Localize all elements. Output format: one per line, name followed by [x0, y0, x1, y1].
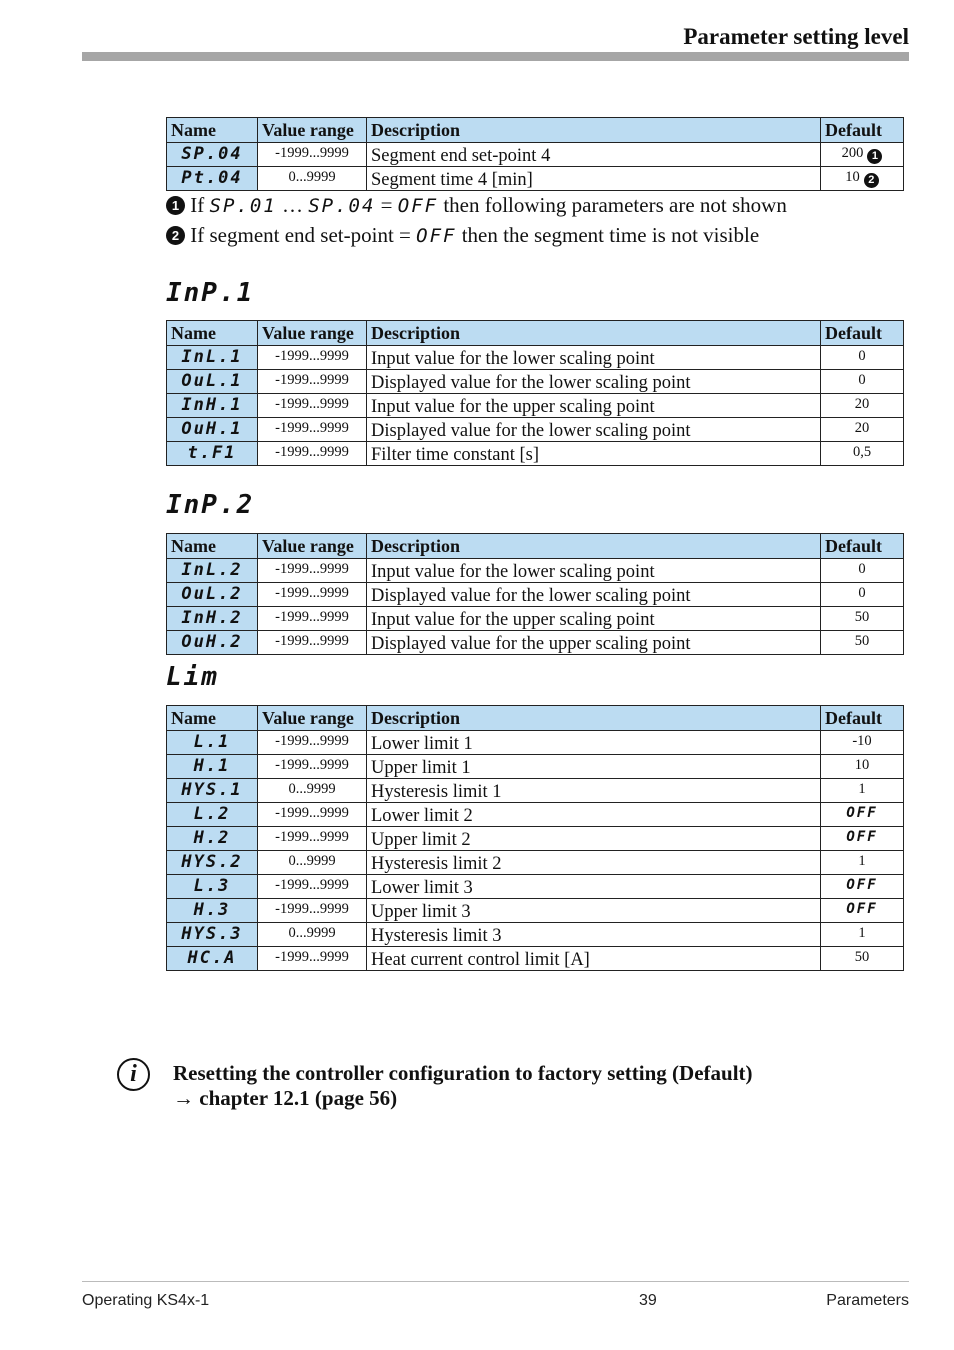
param-range: -1999...9999	[258, 394, 367, 418]
param-description: Lower limit 3	[367, 875, 821, 899]
param-default: OFF	[846, 901, 878, 917]
param-default: OFF	[846, 877, 878, 893]
param-default: OFF	[846, 829, 878, 845]
col-range-header: Value range	[258, 321, 367, 346]
table-header-row	[167, 706, 904, 731]
param-name: H.2	[193, 828, 231, 848]
info-note	[173, 1061, 753, 1111]
param-range: -1999...9999	[258, 631, 367, 655]
table-row	[167, 779, 904, 803]
param-default: 20	[821, 394, 904, 418]
footnote-marker: 1	[867, 149, 882, 164]
col-name-header: Name	[167, 534, 258, 559]
param-name: HYS.2	[181, 852, 243, 872]
table-row	[167, 607, 904, 631]
param-range: -1999...9999	[258, 143, 367, 167]
footnote-text: If	[190, 193, 205, 217]
param-description: Lower limit 1	[367, 731, 821, 755]
col-name-header: Name	[167, 706, 258, 731]
table-row	[167, 755, 904, 779]
param-default: 50	[821, 607, 904, 631]
param-range: -1999...9999	[258, 370, 367, 394]
table-header-row	[167, 321, 904, 346]
col-default-header: Default	[821, 321, 904, 346]
col-name-header: Name	[167, 118, 258, 143]
param-default: 1	[821, 851, 904, 875]
footnote-marker: 2	[864, 173, 879, 188]
col-default-header: Default	[821, 534, 904, 559]
param-description: Displayed value for the lower scaling point	[367, 418, 821, 442]
param-name: InL.2	[181, 560, 243, 580]
section-heading-inp2	[166, 490, 254, 520]
param-name: HC.A	[187, 948, 237, 968]
footnote-text: …	[281, 193, 303, 217]
param-range: -1999...9999	[258, 607, 367, 631]
section-heading-inp1	[166, 278, 254, 308]
param-range: -1999...9999	[258, 442, 367, 466]
param-range: -1999...9999	[258, 559, 367, 583]
header-rule	[82, 52, 909, 61]
table-header-row	[167, 118, 904, 143]
param-name: H.1	[193, 756, 231, 776]
param-default: 0	[821, 583, 904, 607]
param-description: Input value for the upper scaling point	[367, 607, 821, 631]
param-range: -1999...9999	[258, 947, 367, 971]
code-text: SP.04	[308, 195, 376, 217]
param-name: OuL.1	[181, 371, 243, 391]
code-text: OFF	[397, 195, 439, 217]
param-default: 10	[845, 169, 860, 185]
table-row	[167, 559, 904, 583]
param-name: Pt.04	[181, 168, 243, 188]
param-name: t.F1	[187, 443, 237, 463]
inp2-table	[166, 533, 904, 655]
col-default-header: Default	[821, 706, 904, 731]
section-heading-text: Lim	[166, 662, 219, 692]
table-row	[167, 418, 904, 442]
param-range: -1999...9999	[258, 899, 367, 923]
param-default: 50	[821, 631, 904, 655]
inp1-table	[166, 320, 904, 466]
info-line-2: → chapter 12.1 (page 56)	[173, 1086, 398, 1110]
param-name: L.3	[193, 876, 231, 896]
table-row	[167, 370, 904, 394]
table-row	[167, 827, 904, 851]
footnote-2	[166, 223, 759, 248]
footnote-marker: 1	[166, 196, 185, 215]
param-default: 10	[821, 755, 904, 779]
table-row	[167, 442, 904, 466]
info-line-1: Resetting the controller configuration to factory setting (Default)	[173, 1061, 753, 1085]
param-name: InH.2	[181, 608, 243, 628]
param-default: 1	[821, 779, 904, 803]
table-row	[167, 851, 904, 875]
footnote-text: then the segment time is not visible	[461, 223, 760, 247]
table-row	[167, 346, 904, 370]
param-name: SP.04	[181, 144, 243, 164]
param-description: Displayed value for the upper scaling point	[367, 631, 821, 655]
param-range: -1999...9999	[258, 803, 367, 827]
param-range: 0...9999	[258, 923, 367, 947]
footnote-1	[166, 193, 787, 218]
col-range-header: Value range	[258, 534, 367, 559]
code-text: SP.01	[209, 195, 277, 217]
param-description: Lower limit 2	[367, 803, 821, 827]
param-range: 0...9999	[258, 851, 367, 875]
param-name: OuL.2	[181, 584, 243, 604]
param-description: Upper limit 2	[367, 827, 821, 851]
col-range-header: Value range	[258, 118, 367, 143]
table-row	[167, 803, 904, 827]
section-heading-lim	[166, 662, 219, 692]
param-name: H.3	[193, 900, 231, 920]
param-name: OuH.1	[181, 419, 243, 439]
col-description-header: Description	[367, 534, 821, 559]
footnote-text: =	[380, 193, 393, 217]
param-default: 0	[821, 559, 904, 583]
section-heading-text: InP.2	[166, 490, 255, 520]
param-name: HYS.3	[181, 924, 243, 944]
param-description: Segment end set-point 4	[367, 143, 821, 167]
footnote-text: then following parameters are not shown	[443, 193, 787, 217]
footer-rule	[82, 1281, 909, 1282]
table-row	[167, 143, 904, 167]
param-description: Input value for the lower scaling point	[367, 559, 821, 583]
param-default: 200	[841, 145, 864, 161]
page-header-title: Parameter setting level	[683, 24, 909, 49]
param-description: Displayed value for the lower scaling point	[367, 370, 821, 394]
param-range: -1999...9999	[258, 418, 367, 442]
segment-table	[166, 117, 904, 191]
param-name: InL.1	[181, 347, 243, 367]
param-description: Hysteresis limit 1	[367, 779, 821, 803]
param-description: Filter time constant [s]	[367, 442, 821, 466]
section-heading-text: InP.1	[166, 278, 255, 308]
param-description: Upper limit 3	[367, 899, 821, 923]
param-name: InH.1	[181, 395, 243, 415]
param-range: -1999...9999	[258, 346, 367, 370]
param-default: 0	[821, 346, 904, 370]
col-description-header: Description	[367, 118, 821, 143]
param-range: -1999...9999	[258, 583, 367, 607]
table-row	[167, 167, 904, 191]
footer-right: Parameters	[826, 1292, 909, 1309]
param-description: Hysteresis limit 3	[367, 923, 821, 947]
table-row	[167, 631, 904, 655]
col-description-header: Description	[367, 706, 821, 731]
code-text: OFF	[416, 225, 457, 247]
param-range: -1999...9999	[258, 731, 367, 755]
param-description: Segment time 4 [min]	[367, 167, 821, 191]
table-row	[167, 394, 904, 418]
table-row	[167, 875, 904, 899]
param-description: Displayed value for the lower scaling point	[367, 583, 821, 607]
param-default: 0,5	[821, 442, 904, 466]
table-row	[167, 947, 904, 971]
param-description: Input value for the upper scaling point	[367, 394, 821, 418]
param-description: Input value for the lower scaling point	[367, 346, 821, 370]
table-row	[167, 923, 904, 947]
table-header-row	[167, 534, 904, 559]
footnote-marker: 2	[166, 226, 185, 245]
lim-table	[166, 705, 904, 971]
param-range: -1999...9999	[258, 755, 367, 779]
param-default: 0	[821, 370, 904, 394]
table-row	[167, 731, 904, 755]
param-name: L.2	[193, 804, 231, 824]
param-name: L.1	[193, 732, 231, 752]
param-range: 0...9999	[258, 167, 367, 191]
param-range: 0...9999	[258, 779, 367, 803]
col-name-header: Name	[167, 321, 258, 346]
param-range: -1999...9999	[258, 875, 367, 899]
param-default: OFF	[846, 805, 878, 821]
param-description: Heat current control limit [A]	[367, 947, 821, 971]
param-default: 50	[821, 947, 904, 971]
page-number: 39	[639, 1292, 657, 1309]
col-range-header: Value range	[258, 706, 367, 731]
param-default: 1	[821, 923, 904, 947]
footer-left: Operating KS4x-1	[82, 1292, 210, 1309]
col-default-header: Default	[821, 118, 904, 143]
param-description: Hysteresis limit 2	[367, 851, 821, 875]
info-icon: i	[117, 1058, 150, 1091]
param-default: -10	[821, 731, 904, 755]
param-name: HYS.1	[181, 780, 243, 800]
table-row	[167, 899, 904, 923]
param-default: 20	[821, 418, 904, 442]
table-row	[167, 583, 904, 607]
footnote-text: If segment end set-point =	[190, 223, 411, 247]
param-range: -1999...9999	[258, 827, 367, 851]
param-description: Upper limit 1	[367, 755, 821, 779]
col-description-header: Description	[367, 321, 821, 346]
param-name: OuH.2	[181, 632, 243, 652]
